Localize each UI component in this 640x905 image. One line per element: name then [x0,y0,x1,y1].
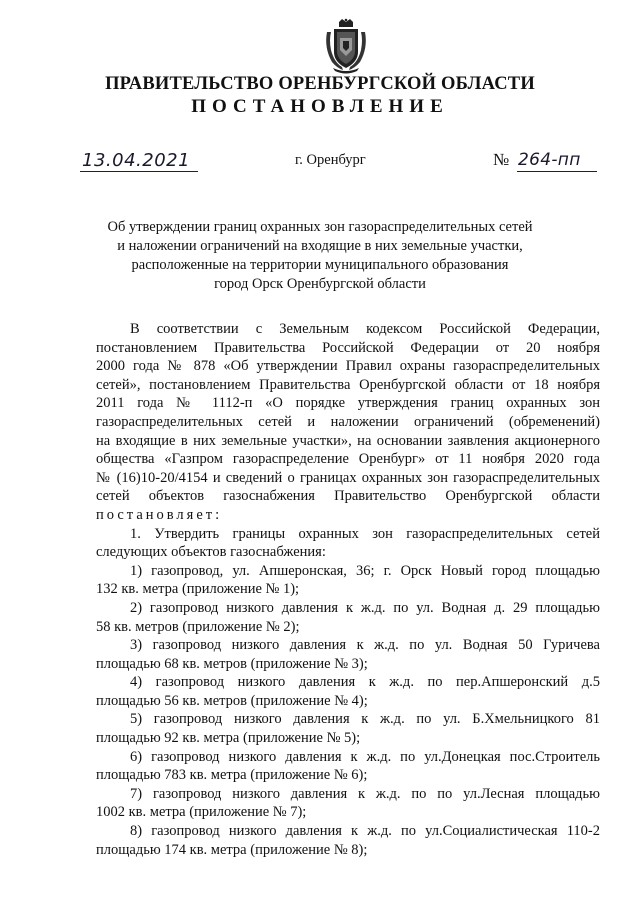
number-label: № [493,150,510,169]
item-1-line: 1. Утвердить границы охранных зон газораспределительных сетей [130,525,600,542]
document-date: 13.04.2021 [82,150,191,171]
subitem-line: 1002 кв. метра (приложение № 7); [96,804,307,821]
preamble-line: В соответствии с Земельным кодексом Российской Федерации, [130,321,600,337]
subitem-line: площадью 783 кв. метра (приложение № 6); [96,767,368,784]
title-line: город Орск Оренбургской области [214,276,426,292]
resolves-word: постановляет: [96,506,223,523]
subitem-line: 7) газопровод низкого давления к ж.д. по по ул.Лесная площадью [130,785,600,802]
subitem-line: 3) газопровод низкого давления к ж.д. по ул. Водная 50 Гуричева [130,637,600,654]
document-type: ПОСТАНОВЛЕНИЕ [191,96,449,117]
subitem-line: 2) газопровод низкого давления к ж.д. по ул. Водная д. 29 площадью [130,599,600,616]
title-line: расположенные на территории муниципального образования [131,257,509,273]
subitem-line: 6) газопровод низкого давления к ж.д. по ул.Донецкая пос.Строитель [130,748,600,765]
subitem-line: 1) газопровод, ул. Апшеронская, 36; г. Орск Новый город площадью [130,562,600,579]
subitem-line: площадью 92 кв. метра (приложение № 5); [96,730,361,747]
document-number: 264-пп [518,150,581,170]
preamble-line: постановлением Правительства Российской Федерации от 20 ноября [96,339,600,356]
preamble-line: на входящие в них земельные участки», на основании заявления акционерного [96,432,600,449]
preamble-line: 2000 года № 878 «Об утверждении Правил охраны газораспределительных [96,358,600,375]
government-name: ПРАВИТЕЛЬСТВО ОРЕНБУРГСКОЙ ОБЛАСТИ [105,74,535,94]
title-line: и наложении ограничений на входящие в них земельные участки, [117,238,523,254]
item-1-line: следующих объектов газоснабжения: [96,544,326,561]
title-line: Об утверждении границ охранных зон газораспределительных сетей [107,219,533,235]
preamble-line: сетей», постановлением Правительства Оренбургской области от 18 ноября [96,376,600,393]
subitem-line: площадью 174 кв. метра (приложение № 8); [96,841,368,858]
preamble-line: № (16)10-20/4154 и сведений о границах охранных зон газораспределительных [96,469,600,486]
document-body [96,320,600,859]
subitem-line: площадью 68 кв. метров (приложение № 3); [96,655,368,672]
subitem-line: 5) газопровод низкого давления к ж.д. по ул. Б.Хмельницкого 81 [130,711,600,728]
preamble-line: общества «Газпром газораспределение Оренбург» от 11 ноября 2020 года [96,451,600,468]
subitem-line: 58 кв. метров (приложение № 2); [96,618,300,635]
subitem-line: площадью 56 кв. метров (приложение № 4); [96,692,368,709]
document-city: г. Оренбург [295,152,366,168]
document-title [0,218,640,294]
coat-of-arms-emblem-icon [323,18,369,74]
preamble-line: сетей объектов газоснабжения Правительство Оренбургской области [96,488,600,505]
subitem-line: 4) газопровод низкого давления к ж.д. по пер.Апшеронский д.5 [130,674,600,691]
number-underline [517,171,597,172]
subitem-line: 132 кв. метра (приложение № 1); [96,581,300,598]
preamble-line: 2011 года № 1112-п «О порядке утверждения границ охранных зон [96,395,600,412]
date-underline [80,171,198,172]
subitem-line: 8) газопровод низкого давления к ж.д. по ул.Социалистическая 110-2 [130,823,600,840]
preamble-line: газораспределительных сетей и наложении ограничений (обременений) [96,413,600,430]
